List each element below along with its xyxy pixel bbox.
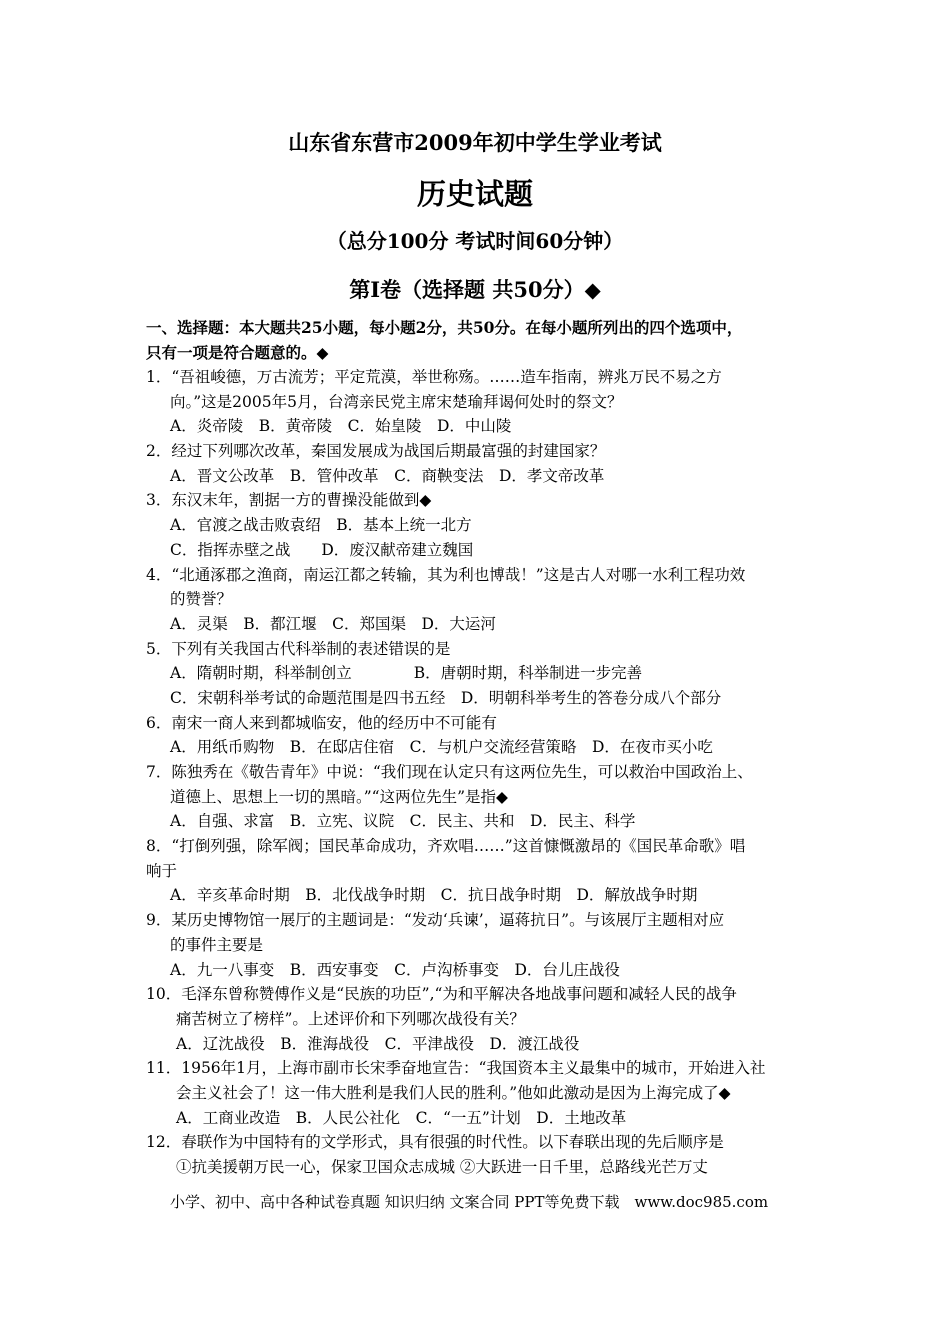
- question-line: ①抗美援朝万民一心，保家卫国众志成城 ②大跃进一日千里，总路线光芒万丈: [176, 1158, 708, 1176]
- options-line: A．用纸币购物 B．在邸店住宿 C．与机户交流经营策略 D．在夜市买小吃: [170, 738, 713, 757]
- question-line: 道德上、思想上一切的黑暗。”“这两位先生”是指◆: [170, 787, 508, 806]
- question-line: 的事件主要是: [170, 935, 264, 954]
- options-line: A．灵渠 B．都江堰 C．郑国渠 D．大运河: [170, 614, 496, 633]
- question-line: 8．“打倒列强，除军阀；国民革命成功，齐欢唱……”这首慷慨激昂的《国民革命歌》唱: [146, 837, 746, 856]
- options-line: A．工商业改造 B．人民公社化 C．“一五”计划 D．土地改革: [176, 1108, 627, 1127]
- question-line: 5．下列有关我国古代科举制的表述错误的是: [146, 639, 451, 658]
- options-line: A．晋文公改革 B．管仲改革 C．商鞅变法 D．孝文帝改革: [170, 466, 605, 485]
- section-instructions: [146, 315, 826, 364]
- options-line: C．指挥赤壁之战 D．废汉献帝建立魏国: [170, 540, 474, 559]
- exam-title: 山东省东营市2009年初中学生学业考试: [288, 130, 662, 155]
- question-line: 9．某历史博物馆一展厅的主题词是：“发动‘兵谏’，逼蒋抗日”。与该展厅主题相对应: [146, 911, 725, 930]
- instructions-line: 一、选择题：本大题共25小题，每小题2分，共50分。在每小题所列出的四个选项中，: [146, 318, 743, 337]
- question-line: 4．“北通涿郡之渔商，南运江都之转输，其为利也博哉！”这是古人对哪一水利工程功效: [146, 565, 746, 584]
- question-line: 7．陈独秀在《敬告青年》中说：“我们现在认定只有这两位先生，可以救治中国政治上、: [146, 763, 753, 781]
- options-line: A．辛亥革命时期 B．北伐战争时期 C．抗日战争时期 D．解放战争时期: [170, 886, 698, 905]
- options-line: A．辽沈战役 B．淮海战役 C．平津战役 D．渡江战役: [176, 1034, 580, 1053]
- options-line: C．宋朝科举考试的命题范围是四书五经 D．明朝科举考生的答卷分成八个部分: [170, 688, 722, 707]
- exam-info: （总分100分 考试时间60分钟）: [326, 229, 624, 253]
- question-line: 响于: [146, 861, 178, 880]
- question-line: 3．东汉末年，割据一方的曹操没能做到◆: [146, 491, 432, 510]
- question-line: 2．经过下列哪次改革，秦国发展成为战国后期最富强的封建国家？: [146, 442, 606, 461]
- instructions-line: 只有一项是符合题意的。◆: [146, 342, 329, 362]
- options-line: A．炎帝陵 B．黄帝陵 C．始皇陵 D．中山陵: [170, 417, 512, 436]
- question-line: 向。”这是2005年5月，台湾亲民党主席宋楚瑜拜谒何处时的祭文？: [170, 392, 623, 411]
- question-line: 痛苦树立了榜样”。上述评价和下列哪次战役有关？: [176, 1009, 525, 1028]
- question-line: 6．南宋一商人来到都城临安，他的经历中不可能有: [146, 713, 497, 732]
- question-line: 12．春联作为中国特有的文学形式，具有很强的时代性。以下春联出现的先后顺序是: [146, 1133, 724, 1152]
- question-list: [146, 365, 826, 1180]
- options-line: A．官渡之战击败袁绍 B．基本上统一北方: [170, 516, 472, 535]
- options-line: A．隋朝时期，科举制创立 B．唐朝时期，科举制进一步完善: [170, 664, 643, 683]
- question-line: 11．1956年1月，上海市副市长宋季奋地宣告：“我国资本主义最集中的城市，开始进入社: [146, 1059, 766, 1078]
- question-line: 会主义社会了！这一伟大胜利是我们人民的胜利。”他如此激动是因为上海完成了◆: [176, 1083, 731, 1102]
- options-line: A．九一八事变 B．西安事变 C．卢沟桥事变 D．台儿庄战役: [170, 960, 620, 979]
- options-line: A．自强、求富 B．立宪、议院 C．民主、共和 D．民主、科学: [170, 812, 636, 831]
- question-line: 10．毛泽东曾称赞傅作义是“民族的功臣”,“为和平解决各地战事问题和减轻人民的战争: [146, 985, 737, 1004]
- part-title: 第Ⅰ卷（选择题 共50分）◆: [349, 277, 601, 302]
- subject-title: 历史试题: [416, 177, 533, 211]
- question-line: 1．“吾祖峻德，万古流芳；平定荒漠，举世称殇。……造车指南，辨兆万民不易之方: [146, 368, 722, 386]
- question-line: 的赞誉？: [170, 590, 233, 609]
- footer-note: 小学、初中、高中各种试卷真题 知识归纳 文案合同 PPT等免费下载 www.doc985.com: [170, 1193, 769, 1211]
